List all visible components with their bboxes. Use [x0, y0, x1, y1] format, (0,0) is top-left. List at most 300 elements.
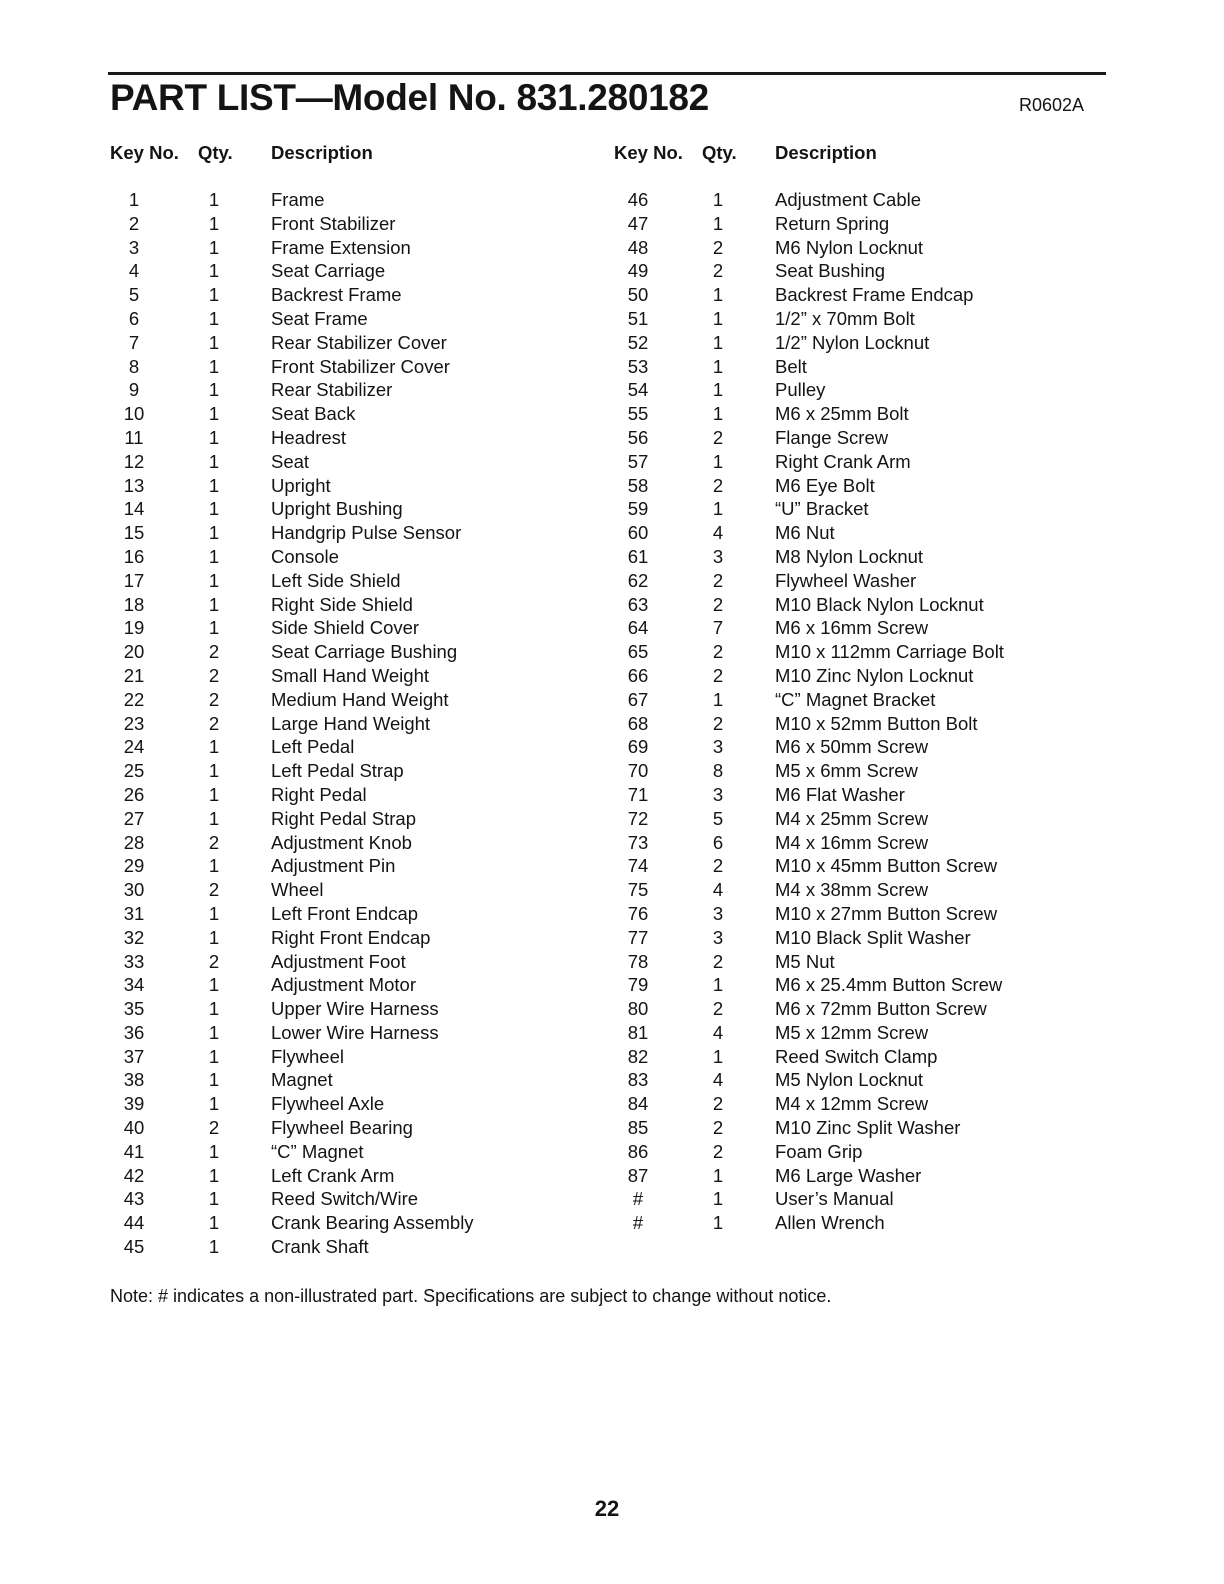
table-row: [110, 1187, 600, 1211]
qty-cell: 1: [208, 902, 220, 924]
table-row: [614, 212, 1104, 236]
description-cell: Seat Bushing: [775, 260, 886, 282]
description-cell: M6 x 50mm Screw: [775, 736, 929, 758]
key-no-cell: 68: [627, 712, 649, 734]
key-no-cell: 11: [124, 426, 144, 448]
qty-cell: 1: [712, 189, 724, 210]
description-cell: Small Hand Weight: [271, 664, 430, 686]
table-row: [614, 1187, 1104, 1211]
parts-table-left: [110, 140, 600, 1259]
key-no-cell: 77: [627, 926, 649, 948]
table-row: [614, 569, 1104, 593]
key-no-cell: 15: [123, 522, 145, 544]
description-cell: Medium Hand Weight: [271, 688, 449, 710]
qty-cell: 1: [712, 284, 724, 306]
table-row: [110, 1211, 600, 1235]
table-row: [614, 664, 1104, 688]
description-cell: Side Shield Cover: [271, 617, 420, 639]
description-cell: Seat Carriage: [271, 260, 386, 282]
description-cell: Backrest Frame Endcap: [775, 284, 974, 306]
qty-cell: 2: [712, 569, 724, 591]
qty-cell: 1: [208, 284, 220, 306]
table-row: [110, 355, 600, 379]
qty-cell: 1: [712, 355, 724, 377]
description-cell: M10 Black Split Washer: [775, 926, 971, 948]
description-cell: Flywheel Washer: [775, 569, 917, 591]
qty-cell: 1: [208, 1212, 220, 1234]
table-row: [614, 783, 1104, 807]
key-no-cell: 3: [128, 236, 140, 258]
table-row: [110, 497, 600, 521]
key-no-cell: 57: [627, 450, 649, 472]
table-row: [110, 1116, 600, 1140]
key-no-cell: 83: [627, 1069, 649, 1091]
key-no-cell: 78: [627, 950, 649, 972]
qty-cell: 2: [712, 426, 724, 448]
qty-cell: 2: [208, 831, 220, 853]
key-no-cell: 47: [627, 212, 649, 234]
table-row: [110, 1021, 600, 1045]
key-no-cell: 69: [627, 736, 649, 758]
description-cell: M6 Large Washer: [775, 1164, 922, 1186]
qty-cell: 2: [712, 593, 724, 615]
table-row: [614, 878, 1104, 902]
table-row: [110, 331, 600, 355]
qty-cell: 2: [208, 688, 220, 710]
description-cell: M10 Zinc Split Washer: [775, 1117, 961, 1139]
table-row: [110, 640, 600, 664]
description-cell: Seat Frame: [271, 307, 368, 329]
key-no-cell: 63: [627, 593, 649, 615]
table-row: [614, 1164, 1104, 1188]
description-cell: Return Spring: [775, 212, 890, 234]
qty-cell: 1: [208, 379, 220, 401]
qty-cell: 8: [712, 760, 724, 782]
qty-cell: 1: [712, 498, 724, 520]
key-no-cell: 84: [627, 1093, 649, 1115]
key-no-cell: 44: [123, 1212, 145, 1234]
description-cell: Reed Switch Clamp: [775, 1045, 938, 1067]
qty-cell: 2: [712, 641, 724, 663]
key-no-cell: 18: [123, 593, 145, 615]
description-cell: 1/2” Nylon Locknut: [775, 331, 930, 353]
table-row: [614, 688, 1104, 712]
description-cell: Left Pedal: [271, 736, 355, 758]
key-no-cell: 72: [627, 807, 649, 829]
qty-cell: 1: [208, 617, 220, 639]
header-key-no: Key No.: [614, 142, 683, 163]
key-no-cell: 31: [123, 902, 145, 924]
description-cell: M4 x 38mm Screw: [775, 879, 929, 901]
qty-cell: 2: [712, 1140, 724, 1162]
table-row: [614, 402, 1104, 426]
description-cell: Adjustment Knob: [271, 831, 412, 853]
description-cell: Reed Switch/Wire: [271, 1188, 419, 1210]
table-row: [614, 474, 1104, 498]
qty-cell: 1: [208, 1140, 220, 1162]
description-cell: M5 x 6mm Screw: [775, 760, 918, 782]
key-no-cell: 14: [123, 498, 145, 520]
key-no-cell: 24: [123, 736, 145, 758]
description-cell: M10 x 52mm Button Bolt: [775, 712, 978, 734]
description-cell: M6 Nut: [775, 522, 835, 544]
qty-cell: 1: [712, 450, 724, 472]
qty-cell: 1: [208, 212, 220, 234]
page-number: 22: [594, 1496, 620, 1521]
key-no-cell: 43: [123, 1188, 145, 1210]
qty-cell: 3: [712, 545, 724, 567]
qty-cell: 4: [712, 522, 724, 544]
header-description: Description: [271, 142, 373, 163]
page-title: PART LIST—Model No. 831.280182: [110, 77, 709, 118]
qty-cell: 2: [712, 260, 724, 282]
table-row: [614, 188, 1104, 212]
key-no-cell: 75: [627, 879, 649, 901]
description-cell: Magnet: [271, 1069, 333, 1091]
description-cell: “C” Magnet Bracket: [775, 688, 936, 710]
table-row: [614, 521, 1104, 545]
qty-cell: 1: [208, 426, 220, 448]
table-row: [110, 831, 600, 855]
table-row: [110, 973, 600, 997]
parts-list-left: [110, 188, 600, 1259]
qty-cell: 1: [208, 807, 220, 829]
description-cell: Handgrip Pulse Sensor: [271, 522, 462, 544]
key-no-cell: 20: [123, 641, 145, 663]
key-no-cell: 37: [123, 1045, 145, 1067]
description-cell: User’s Manual: [775, 1188, 894, 1210]
table-row: [614, 712, 1104, 736]
description-cell: Left Front Endcap: [271, 902, 419, 924]
qty-cell: 1: [208, 236, 220, 258]
qty-cell: 2: [712, 1093, 724, 1115]
key-no-cell: 6: [128, 307, 140, 329]
table-row: [110, 878, 600, 902]
table-row: [614, 902, 1104, 926]
qty-cell: 3: [712, 926, 724, 948]
table-header: [110, 140, 600, 166]
description-cell: Right Pedal Strap: [271, 807, 417, 829]
key-no-cell: 58: [627, 474, 649, 496]
table-row: [110, 1045, 600, 1069]
description-cell: Crank Shaft: [271, 1236, 369, 1258]
description-cell: Allen Wrench: [775, 1212, 885, 1234]
key-no-cell: 19: [123, 617, 145, 639]
qty-cell: 1: [208, 498, 220, 520]
key-no-cell: 73: [627, 831, 649, 853]
table-row: [110, 759, 600, 783]
key-no-cell: 79: [627, 974, 649, 996]
qty-cell: 2: [712, 712, 724, 734]
table-row: [110, 688, 600, 712]
table-row: [110, 450, 600, 474]
key-no-cell: 52: [627, 331, 649, 353]
key-no-cell: 46: [627, 189, 649, 210]
table-row: [110, 664, 600, 688]
table-row: [110, 402, 600, 426]
description-cell: Flywheel Axle: [271, 1093, 385, 1115]
description-cell: M6 x 16mm Screw: [775, 617, 929, 639]
qty-cell: 2: [208, 712, 220, 734]
qty-cell: 1: [712, 403, 724, 425]
key-no-cell: 54: [627, 379, 649, 401]
key-no-cell: 17: [123, 569, 145, 591]
description-cell: Upper Wire Harness: [271, 998, 439, 1020]
qty-cell: 2: [208, 950, 220, 972]
table-header: [614, 140, 1104, 166]
qty-cell: 4: [712, 1021, 724, 1043]
description-cell: Adjustment Cable: [775, 189, 922, 210]
key-no-cell: 74: [627, 855, 649, 877]
table-row: [110, 259, 600, 283]
qty-cell: 1: [208, 760, 220, 782]
table-row: [110, 236, 600, 260]
description-cell: “U” Bracket: [775, 498, 869, 520]
table-row: [110, 1140, 600, 1164]
description-cell: Wheel: [271, 879, 324, 901]
table-row: [614, 236, 1104, 260]
key-no-cell: 8: [128, 355, 140, 377]
table-row: [110, 950, 600, 974]
key-no-cell: 13: [123, 474, 145, 496]
key-no-cell: 71: [627, 783, 649, 805]
qty-cell: 2: [712, 474, 724, 496]
key-no-cell: 1: [128, 189, 140, 210]
qty-cell: 1: [208, 1188, 220, 1210]
qty-cell: 1: [208, 783, 220, 805]
description-cell: Backrest Frame: [271, 284, 402, 306]
header-key-no: Key No.: [110, 142, 179, 163]
table-row: [614, 1116, 1104, 1140]
table-row: [110, 593, 600, 617]
key-no-cell: 55: [627, 403, 649, 425]
qty-cell: 2: [208, 1117, 220, 1139]
description-cell: M10 x 27mm Button Screw: [775, 902, 998, 924]
key-no-cell: 56: [627, 426, 649, 448]
description-cell: M6 x 25mm Bolt: [775, 403, 909, 425]
key-no-cell: 32: [123, 926, 145, 948]
description-cell: Foam Grip: [775, 1140, 863, 1162]
qty-cell: 1: [208, 1045, 220, 1067]
key-no-cell: 62: [627, 569, 649, 591]
header-description: Description: [775, 142, 877, 163]
table-row: [110, 212, 600, 236]
table-row: [110, 1164, 600, 1188]
qty-cell: 1: [208, 998, 220, 1020]
table-row: [110, 783, 600, 807]
description-cell: Flywheel Bearing: [271, 1117, 413, 1139]
key-no-cell: #: [632, 1188, 644, 1210]
key-no-cell: 10: [123, 403, 145, 425]
qty-cell: 7: [712, 617, 724, 639]
description-cell: Upright Bushing: [271, 498, 403, 520]
description-cell: M10 Black Nylon Locknut: [775, 593, 984, 615]
description-cell: Large Hand Weight: [271, 712, 431, 734]
qty-cell: 1: [712, 1212, 724, 1234]
qty-cell: 1: [208, 593, 220, 615]
key-no-cell: 53: [627, 355, 649, 377]
description-cell: M6 Flat Washer: [775, 783, 905, 805]
revision-code: R0602A: [1019, 95, 1085, 115]
table-row: [614, 331, 1104, 355]
description-cell: Rear Stabilizer: [271, 379, 393, 401]
table-row: [614, 1092, 1104, 1116]
description-cell: Seat Back: [271, 403, 356, 425]
key-no-cell: 23: [123, 712, 145, 734]
table-row: [614, 735, 1104, 759]
qty-cell: 1: [208, 260, 220, 282]
description-cell: M4 x 12mm Screw: [775, 1093, 929, 1115]
description-cell: Front Stabilizer Cover: [271, 355, 450, 377]
table-row: [614, 1045, 1104, 1069]
table-row: [110, 1068, 600, 1092]
table-row: [110, 569, 600, 593]
qty-cell: 1: [208, 1021, 220, 1043]
table-row: [110, 307, 600, 331]
description-cell: Right Crank Arm: [775, 450, 911, 472]
table-row: [110, 997, 600, 1021]
description-cell: “C” Magnet: [271, 1140, 364, 1162]
key-no-cell: 41: [123, 1140, 145, 1162]
table-row: [614, 259, 1104, 283]
table-row: [614, 378, 1104, 402]
description-cell: Upright: [271, 474, 331, 496]
qty-cell: 4: [712, 1069, 724, 1091]
key-no-cell: 59: [627, 498, 649, 520]
key-no-cell: 45: [123, 1236, 145, 1258]
description-cell: M8 Nylon Locknut: [775, 545, 924, 567]
description-cell: Seat Carriage Bushing: [271, 641, 458, 663]
qty-cell: 1: [208, 974, 220, 996]
table-row: [614, 640, 1104, 664]
description-cell: M4 x 25mm Screw: [775, 807, 929, 829]
key-no-cell: 50: [627, 284, 649, 306]
table-row: [614, 759, 1104, 783]
key-no-cell: 7: [128, 331, 140, 353]
key-no-cell: 28: [123, 831, 145, 853]
qty-cell: 1: [208, 450, 220, 472]
table-row: [614, 497, 1104, 521]
description-cell: M10 x 45mm Button Screw: [775, 855, 998, 877]
description-cell: Front Stabilizer: [271, 212, 396, 234]
description-cell: Frame Extension: [271, 236, 411, 258]
key-no-cell: 42: [123, 1164, 145, 1186]
qty-cell: 1: [208, 1069, 220, 1091]
table-row: [614, 950, 1104, 974]
qty-cell: 1: [208, 1093, 220, 1115]
key-no-cell: 5: [128, 284, 140, 306]
qty-cell: 1: [712, 212, 724, 234]
description-cell: Right Pedal: [271, 783, 367, 805]
key-no-cell: 27: [123, 807, 145, 829]
qty-cell: 2: [712, 1117, 724, 1139]
header-qty: Qty.: [702, 142, 737, 163]
key-no-cell: 76: [627, 902, 649, 924]
key-no-cell: 61: [627, 545, 649, 567]
description-cell: M5 x 12mm Screw: [775, 1021, 929, 1043]
table-row: [110, 426, 600, 450]
table-row: [614, 355, 1104, 379]
qty-cell: 1: [208, 474, 220, 496]
key-no-cell: 36: [123, 1021, 145, 1043]
key-no-cell: 26: [123, 783, 145, 805]
table-row: [110, 545, 600, 569]
qty-cell: 2: [208, 879, 220, 901]
key-no-cell: 49: [627, 260, 649, 282]
description-cell: Adjustment Motor: [271, 974, 416, 996]
qty-cell: 1: [208, 569, 220, 591]
qty-cell: 2: [208, 641, 220, 663]
description-cell: Left Side Shield: [271, 569, 401, 591]
table-row: [110, 1235, 600, 1259]
description-cell: Lower Wire Harness: [271, 1021, 439, 1043]
qty-cell: 6: [712, 831, 724, 853]
table-row: [614, 1140, 1104, 1164]
qty-cell: 1: [208, 545, 220, 567]
key-no-cell: 4: [128, 260, 140, 282]
header-qty: Qty.: [198, 142, 233, 163]
table-row: [110, 188, 600, 212]
key-no-cell: 65: [627, 641, 649, 663]
key-no-cell: 21: [123, 664, 145, 686]
qty-cell: 3: [712, 736, 724, 758]
table-row: [110, 1092, 600, 1116]
description-cell: Left Pedal Strap: [271, 760, 404, 782]
table-row: [614, 854, 1104, 878]
description-cell: M6 Nylon Locknut: [775, 236, 924, 258]
table-row: [110, 854, 600, 878]
table-row: [110, 283, 600, 307]
table-row: [110, 474, 600, 498]
description-cell: Pulley: [775, 379, 826, 401]
table-row: [110, 712, 600, 736]
table-row: [110, 378, 600, 402]
key-no-cell: 80: [627, 998, 649, 1020]
description-cell: Left Crank Arm: [271, 1164, 395, 1186]
description-cell: M6 x 25.4mm Button Screw: [775, 974, 1003, 996]
qty-cell: 5: [712, 807, 724, 829]
qty-cell: 1: [208, 522, 220, 544]
key-no-cell: 82: [627, 1045, 649, 1067]
description-cell: Console: [271, 545, 339, 567]
qty-cell: 1: [208, 926, 220, 948]
key-no-cell: 81: [627, 1021, 649, 1043]
key-no-cell: 39: [123, 1093, 145, 1115]
key-no-cell: 38: [123, 1069, 145, 1091]
qty-cell: 1: [208, 355, 220, 377]
key-no-cell: 87: [627, 1164, 649, 1186]
qty-cell: 1: [208, 331, 220, 353]
qty-cell: 2: [712, 998, 724, 1020]
description-cell: M6 Eye Bolt: [775, 474, 875, 496]
description-cell: Rear Stabilizer Cover: [271, 331, 447, 353]
key-no-cell: 70: [627, 760, 649, 782]
table-row: [614, 973, 1104, 997]
qty-cell: 1: [712, 1188, 724, 1210]
key-no-cell: 85: [627, 1117, 649, 1139]
qty-cell: 1: [208, 307, 220, 329]
key-no-cell: 51: [627, 307, 649, 329]
key-no-cell: 16: [123, 545, 145, 567]
qty-cell: 1: [208, 855, 220, 877]
table-row: [110, 807, 600, 831]
table-row: [110, 735, 600, 759]
parts-table-right: [614, 140, 1104, 1235]
key-no-cell: 66: [627, 664, 649, 686]
qty-cell: 1: [712, 307, 724, 329]
description-cell: Crank Bearing Assembly: [271, 1212, 474, 1234]
key-no-cell: 12: [123, 450, 145, 472]
